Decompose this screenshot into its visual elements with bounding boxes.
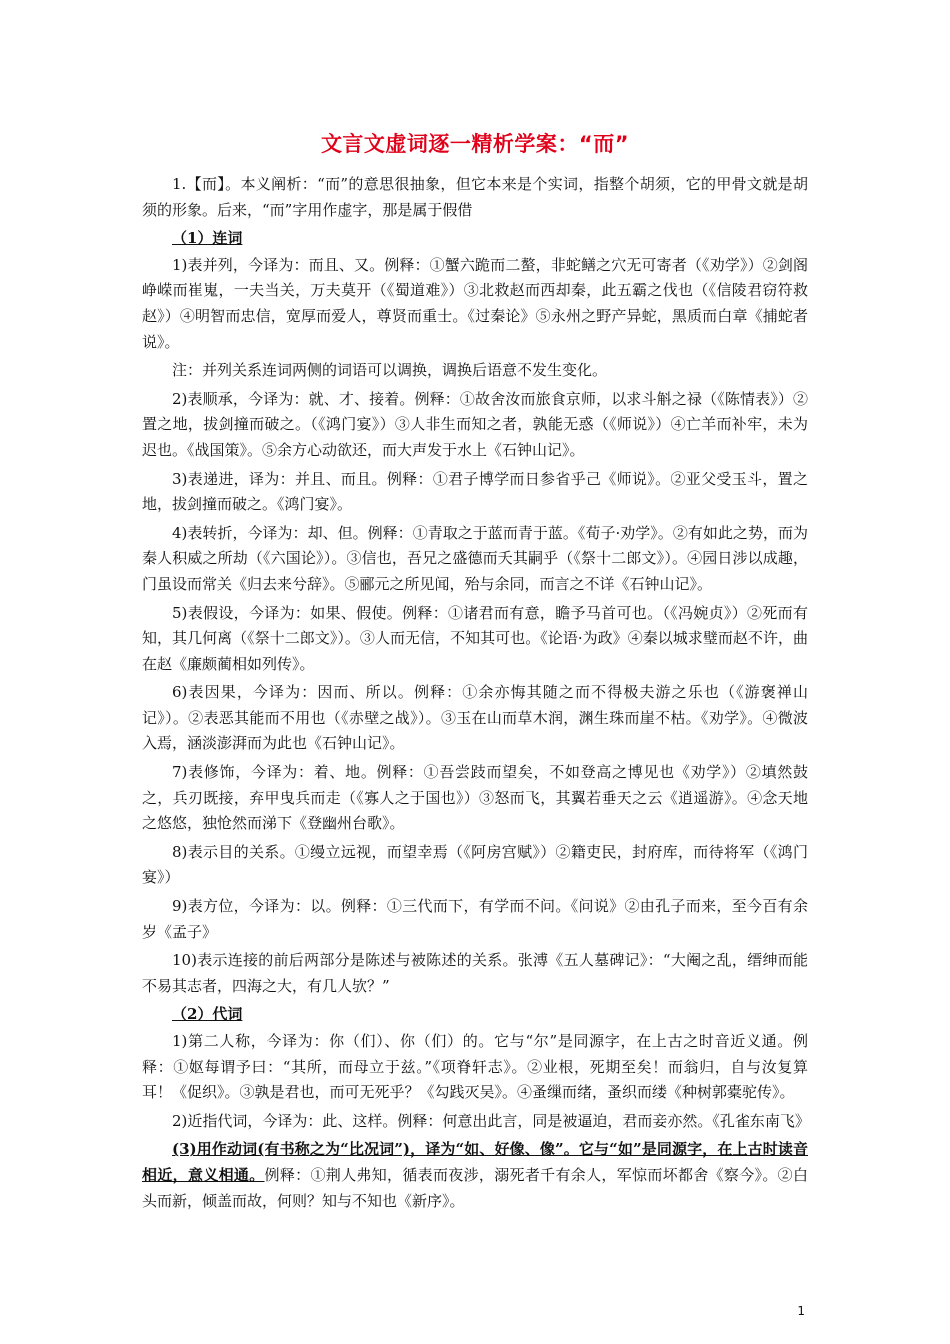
paragraph: 5)表假设，今译为：如果、假使。例释：①诸君而有意，瞻予马首可也。（《冯婉贞》）②死而有知，其几何离（《祭十二郎文》）。③人而无信，不知其可也。《论语·为政》④秦以城求璧而赵不许，曲在赵《廉颇蔺相如列传》。: [142, 603, 808, 673]
paragraph: 6)表因果，今译为：因而、所以。例释：①余亦悔其随之而不得极夫游之乐也（《游褒禅山记》）。②表恶其能而不用也（《赤壁之战》）。③玉在山而草木润，渊生珠而崖不枯。《劝学》。④微波入焉，涵淡澎湃而为此也《石钟山记》。: [142, 683, 808, 753]
paragraph: 1)第二人称，今译为：你（们）、你（们）的。它与“尔”是同源字，在上古之时音近义通。例释：①妪每谓予曰：“其所，而母立于兹。”《项脊轩志》。②业根，死期至矣！而翁归，自与汝复算耳！《促织》。③孰是君也，而可无死乎？《勾践灭吴》。④蚤缫而绪，蚤织而缕《种树郭橐驼传》。: [142, 1032, 808, 1102]
paragraph: 1)表并列，今译为：而且、又。例释：①蟹六跪而二螯，非蛇鳝之穴无可寄者（《劝学》）②剑阁峥嵘而崔嵬，一夫当关，万夫莫开（《蜀道难》）③北救赵而西却秦，此五霸之伐也（《信陵君窃符救赵》）④明智而忠信，宽厚而爱人，尊贤而重士。《过秦论》⑤永州之野产异蛇，黑质而白章《捕蛇者说》。: [142, 255, 808, 351]
section-verb-text: 例释：①荆人弗知，循表而夜涉，溺死者千有余人，军惊而坏都舍《察今》。②白头而新，倾盖而故，何则？知与不知也《新序》。: [142, 1165, 808, 1210]
paragraph: 4)表转折，今译为：却、但。例释：①青取之于蓝而青于蓝。《荀子·劝学》。②有如此之势，而为秦人积威之所劫（《六国论》）。③信也，吾兄之盛德而夭其嗣乎（《祭十二郎文》）。④园日涉以成趣，门虽设而常关《归去来兮辞》。⑤郦元之所见闻，殆与余同，而言之不详《石钟山记》。: [142, 523, 808, 593]
paragraph: 7)表修饰，今译为：着、地。例释：①吾尝跂而望矣，不如登高之博见也《劝学》）②填然鼓之，兵刃既接，弃甲曳兵而走（《寡人之于国也》）③怒而飞，其翼若垂天之云《逍遥游》。④念天地之悠悠，独怆然而涕下《登幽州台歌》。: [142, 763, 808, 833]
document-body: [142, 172, 808, 1217]
paragraph: 2)表顺承，今译为：就、才、接着。例释：①故舍汝而旅食京师，以求斗斛之禄（《陈情表》）②置之地，拔剑撞而破之。（《鸿门宴》）③人非生而知之者，孰能无惑（《师说》）④亡羊而补牢，未为迟也。《战国策》。⑤余方心动欲还，而大声发于水上《石钟山记》。: [142, 389, 808, 459]
section-heading-conjunction: （1）连词: [172, 229, 243, 248]
section-heading-pronoun: （2）代词: [172, 1005, 243, 1024]
paragraph: 注：并列关系连词两侧的词语可以调换，调换后语意不发生变化。: [172, 361, 608, 380]
paragraph: 3)表递进，译为：并且、而且。例释：①君子博学而日参省乎己《师说》。②亚父受玉斗，置之地，拔剑撞而破之。《鸿门宴》。: [142, 469, 808, 514]
section-verb-paragraph: [142, 1137, 808, 1214]
document-title: 文言文虚词逐一精析学案：“而”: [320, 132, 630, 156]
page-number: 1: [797, 1304, 805, 1318]
section-heading-verb: (3)用作动词(有书称之为“比况词”)，译为“如、好像、像”。它与“如”是同源字，在上古时读音相近，意义相通。: [142, 1140, 808, 1184]
paragraph: 2)近指代词，今译为：此、这样。例释：何意出此言，同是被逼迫，君而妾亦然。《孔雀东南飞》: [172, 1111, 810, 1130]
paragraph: 10)表示连接的前后两部分是陈述与被陈述的关系。张溥《五人墓碑记》：“大阉之乱，缙绅而能不易其志者，四海之大，有几人欤？”: [142, 951, 808, 995]
intro-paragraph: 1.【而】。本义阐析：“而”的意思很抽象，但它本来是个实词，指整个胡须，它的甲骨文就是胡须的形象。后来，“而”字用作虚字，那是属于假借: [142, 175, 808, 219]
paragraph: 9)表方位，今译为：以。例释：①三代而下，有学而不问。《问说》②由孔子而来，至今百有余岁《孟子》: [142, 897, 808, 941]
paragraph: 8)表示目的关系。①缦立远视，而望幸焉（《阿房宫赋》）②籍吏民，封府库，而待将军（《鸿门宴》）: [142, 842, 808, 887]
